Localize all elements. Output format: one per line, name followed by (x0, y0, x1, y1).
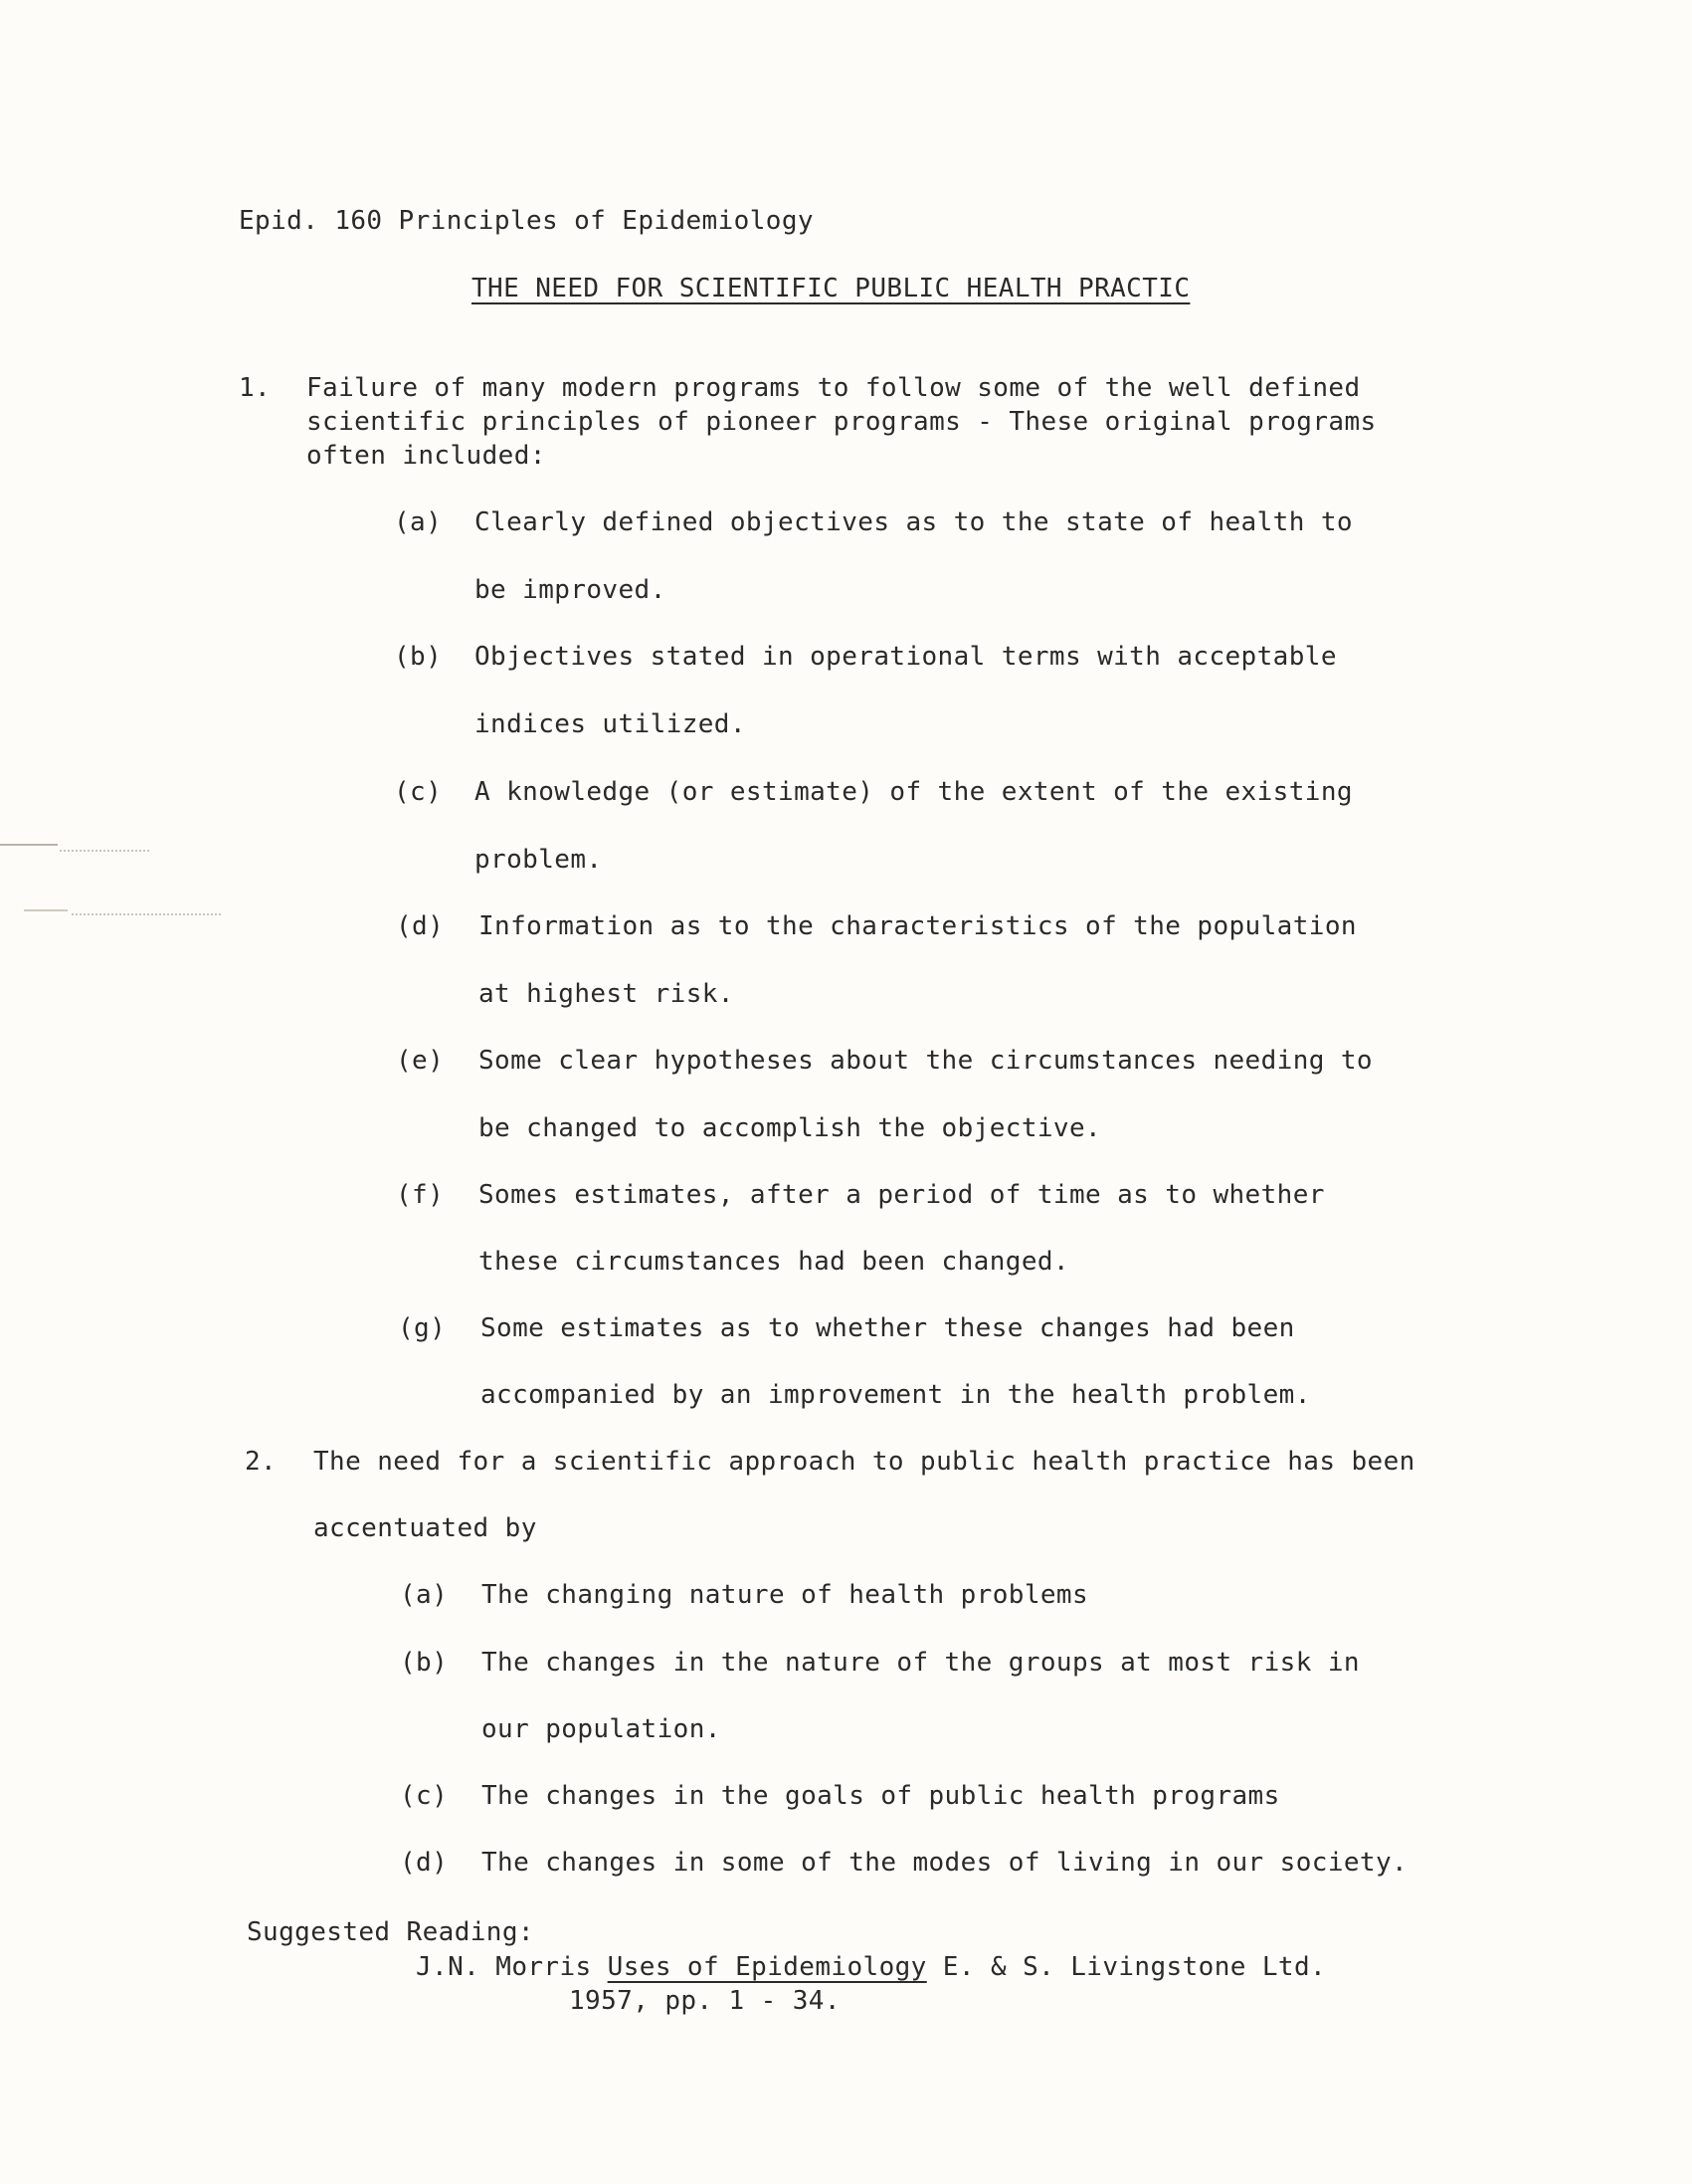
reading-citation (416, 1951, 1326, 1983)
section-1-item-b-label: (b) (394, 642, 443, 672)
section-1-item-b-line-2: indices utilized. (474, 709, 746, 739)
section-1-item-d-line-2: at highest risk. (478, 979, 734, 1009)
margin-mark (0, 844, 58, 846)
section-1-item-f-line-1: Somes estimates, after a period of time as to whether (478, 1180, 1325, 1210)
section-1-item-g-label: (g) (398, 1313, 447, 1343)
section-2-item-b-line-2: our population. (481, 1714, 721, 1744)
margin-mark-dotted (60, 850, 149, 854)
section-2-item-d-label: (d) (400, 1848, 449, 1878)
section-1-item-b-line-1: Objectives stated in operational terms with acceptable (474, 642, 1337, 672)
section-2-item-b-label: (b) (400, 1648, 449, 1678)
section-2-number: 2. (245, 1447, 278, 1477)
course-heading: Epid. 160 Principles of Epidemiology (239, 206, 814, 236)
section-1-item-g-line-1: Some estimates as to whether these changes had been (480, 1313, 1295, 1343)
section-1-item-a-label: (a) (394, 507, 443, 537)
section-2-text-line-1: The need for a scientific approach to public health practice has been (313, 1447, 1415, 1477)
margin-mark-dotted (72, 913, 221, 917)
section-1-text-line-3: often included: (306, 441, 546, 471)
section-2-item-c-label: (c) (400, 1781, 449, 1811)
section-2-item-b-line-1: The changes in the nature of the groups at most risk in (481, 1648, 1360, 1678)
reading-details: 1957, pp. 1 - 34. (569, 1986, 841, 2016)
section-1-item-f-line-2: these circumstances had been changed. (478, 1247, 1069, 1277)
section-1-item-a-line-1: Clearly defined objectives as to the state of health to (474, 507, 1353, 537)
section-1-item-e-label: (e) (396, 1046, 445, 1076)
section-1-text-line-2: scientific principles of pioneer programs - These original programs (306, 407, 1377, 437)
section-2-item-c-line-1: The changes in the goals of public health programs (481, 1781, 1280, 1811)
section-2-item-a-label: (a) (400, 1580, 449, 1610)
section-1-item-c-line-2: problem. (474, 845, 603, 875)
section-2-item-d-line-1: The changes in some of the modes of living in our society. (481, 1848, 1409, 1878)
section-1-item-d-label: (d) (396, 911, 445, 941)
section-1-text-line-1: Failure of many modern programs to follow some of the well defined (306, 373, 1361, 403)
reading-publisher: E. & S. Livingstone Ltd. (942, 1952, 1327, 1982)
document-title: THE NEED FOR SCIENTIFIC PUBLIC HEALTH PRACTIC (471, 274, 1191, 303)
section-2-item-a-line-1: The changing nature of health problems (481, 1580, 1089, 1610)
margin-mark (24, 909, 68, 911)
section-1-item-e-line-1: Some clear hypotheses about the circumstances needing to (478, 1046, 1373, 1076)
section-1-item-c-line-1: A knowledge (or estimate) of the extent of the existing (474, 777, 1353, 807)
section-1-item-d-line-1: Information as to the characteristics of the population (478, 911, 1357, 941)
section-1-item-c-label: (c) (394, 777, 443, 807)
section-2-text-line-2: accentuated by (313, 1513, 537, 1543)
section-1-item-f-label: (f) (396, 1180, 445, 1210)
section-1-item-e-line-2: be changed to accomplish the objective. (478, 1113, 1102, 1143)
reading-author: J.N. Morris (416, 1952, 592, 1982)
section-1-item-g-line-2: accompanied by an improvement in the health problem. (480, 1380, 1311, 1410)
section-1-item-a-line-2: be improved. (474, 575, 666, 605)
suggested-reading-heading: Suggested Reading: (247, 1917, 534, 1947)
reading-book-title: Uses of Epidemiology (607, 1952, 927, 1982)
section-1-number: 1. (239, 373, 272, 403)
